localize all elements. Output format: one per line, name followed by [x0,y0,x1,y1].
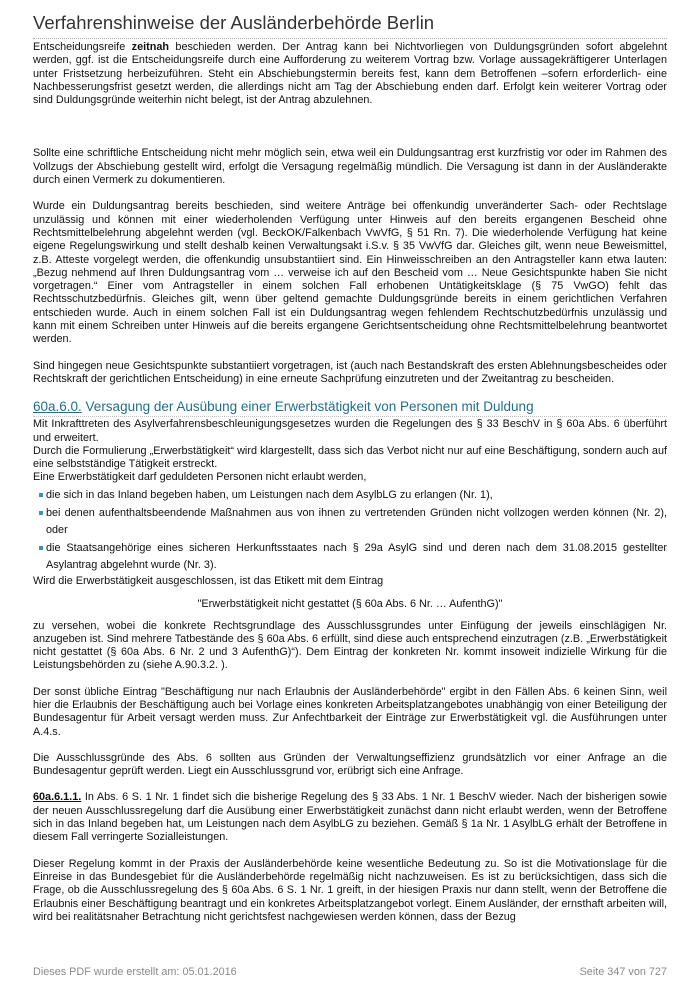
paragraph-decision [33,41,667,107]
quoted-entry: "Erwerbstätigkeit nicht gestattet (§ 60a Abs. 6 Nr. … AufenthG)" [197,597,503,610]
bullet-list [33,487,667,574]
list-item-text: bei denen aufenthaltsbeendende Maßnahmen aus von ihnen zu vertretenden Gründen nicht vollzogen werden können (Nr. 2), oder [46,507,667,536]
section-intro-3: Eine Erwerbstätigkeit darf geduldeten Personen nicht erlaubt werden, [33,471,367,484]
paragraph-number-link[interactable]: 60a.6.1.1. [33,791,82,804]
page-number: Seite 347 von 727 [579,966,667,978]
section-heading [33,399,667,417]
paragraph-exclusion-grounds: Die Ausschlussgründe des Abs. 6 sollten aus Gründen der Verwaltungseffizienz grundsätzlich vor einer Anfrage an die Bundesagentur geprüft werden. Liegt ein Ausschlussgrund vor, erübrigt sich eine Anfrage. [33,751,667,778]
document-body [33,41,667,924]
text-run: beschieden werden. Der Antrag kann bei Nichtvorliegen von Duldungsgründen sofort abgelehnt werden, ggf. ist die Entscheidungsreife durch eine Aufforderung zu weiterem Vortrag bzw. Vorlage aussagekräftigerer Unterlagen unter Fristsetzung herbeizuführen. Steht ein Abschiebungstermin bereits fest, kann dem Betroffenen –sofern erforderlich- eine Nachbesserungsfrist gesetzt werden, die allerdings nicht am Tag der Abschiebung enden darf. Erfolgt kein weiterer Vortrag oder sind Duldungsgründe weiterhin nicht belegt, ist der Antrag abzulehnen. [33,41,667,107]
paragraph-oral-refusal: Sollte eine schriftliche Entscheidung nicht mehr möglich sein, etwa weil ein Duldungsantrag erst kurzfristig vor oder im Rahmen des Vollzugs der Abschiebung gestellt wird, erfolgt die Versagung regelmäßig mündlich. Die Versagung ist dann in der Ausländerakte durch einen Vermerk zu dokumentieren. [33,147,667,187]
list-item-text: die sich in das Inland begeben haben, um Leistungen nach dem AsylbLG zu erlangen (Nr. 1), [46,488,493,501]
section-intro-1: Mit Inkrafttreten des Asylverfahrensbeschleunigungsgesetzes wurden die Regelungen des § 33 BeschV in § 60a Abs. 6 überführt und erweitert. [33,418,667,444]
document-title: Verfahrenshinweise der Ausländerbehörde Berlin [33,12,435,33]
list-item-text: die Staatsangehörige eines sicheren Herkunftsstaates nach § 29a AsylG sind und deren nach dem 31.08.2015 gestellter Asylantrag abgelehnt wurde (Nr. 3). [46,542,667,571]
list-item [33,540,667,573]
bullet-square-icon [39,493,43,497]
page-header [33,12,667,39]
list-item [33,487,667,504]
paragraph-usual-entry: Der sonst übliche Eintrag "Beschäftigung nur nach Erlaubnis der Ausländerbehörde" ergibt in den Fällen Abs. 6 keinen Sinn, weil hier die Erlaubnis der Beschäftigung auch bei Vorlage eines konkreten Arbeitsplatzangebotes unabhängig von einer Beteiligung der Bundesagentur für Arbeit versagt werden muss. Zur Anfechtbarkeit der Einträge zur Erwerbstätigkeit vgl. die Ausführungen unter A.4.s. [33,685,667,738]
creation-date: Dieses PDF wurde erstellt am: 05.01.2016 [33,966,237,978]
paragraph-60a-6-1-1 [33,791,667,844]
text-run: In Abs. 6 S. 1 Nr. 1 findet sich die bisherige Regelung des § 33 Abs. 1 Nr. 1 BeschV wieder. Nach der bisherigen sowie der neuen Ausschlussregelung darf die Ausübung einer Erwerbstätigkeit zunächst dann nicht erlaubt werden, wenn der Betroffene sich in das Inland begeben hat, um Leistungen nach dem AsylbLG zu beziehen. Gemäß § 1a Nr. 1 AsylbLG erhält der Betroffene in diesem Fall verringerte Sozialleistungen. [33,791,667,844]
section-intro-2: Durch die Formulierung „Erwerbstätigkeit“ wird klargestellt, dass sich das Verbot nicht nur auf eine Beschäftigung, sondern auch auf eine selbstständige Tätigkeit erstreckt. [33,444,667,471]
bullet-square-icon [39,511,43,515]
paragraph-new-aspects: Sind hingegen neue Gesichtspunkte substantiiert vorgetragen, ist (auch nach Bestandskraft des ersten Ablehnungsbescheides oder Rechtskraft der gerichtlichen Entscheidung) in eine erneute Sachprüfung einzutreten und der Zweitantrag zu bescheiden. [33,359,667,385]
paragraph-repeat-applications: Wurde ein Duldungsantrag bereits beschieden, sind weitere Anträge bei offenkundig unveränderter Sach- oder Rechtslage unzulässig und können mit einer wiederholenden Verfügung unter Hinweis auf den bereits ergangenen Bescheid ohne Rechtsmittelbelehrung abgelehnt werden (vgl. BeckOK/Falkenbach VwVfG, § 51 Rn. 7). Die wiederholende Verfügung hat keine eigene Regelungswirkung und stellt deshalb keinen Verwaltungsakt i.S.v. § 35 VwVfG dar. Gleiches gilt, wenn neue Beweismittel, z.B. Atteste vorgelegt werden, die offenkundig unsubstantiiert sind. Ein Hinweisschreiben an den Antragsteller kann etwa lauten: „Bezug nehmend auf Ihren Duldungsantrag vom … verweise ich auf den Bescheid vom … Neue Gesichtspunkte haben Sie nicht vorgetragen.“ Einer vom Antragsteller in einem solchen Fall erhobenen Untätigkeitsklage (§ 75 VwGO) fehlt das Rechtsschutzbedürfnis. Gleiches gilt, wenn über geltend gemachte Duldungsgründe bereits in einem gerichtlichen Verfahren entschieden wurde. Auch in einem solchen Fall ist ein Duldungsantrag wegen fehlendem Rechtschutzbedürfnis unzulässig und kann mit einem Schreiben unter Hinweis auf die bereits ergangene Gerichtsentscheidung ohne Rechtsmittelbelehrung beantwortet werden. [33,200,667,346]
section-title: Versagung der Ausübung einer Erwerbstätigkeit von Personen mit Duldung [81,399,534,415]
list-item [33,505,667,538]
bold-text: zeitnah [131,41,170,53]
bullet-square-icon [39,546,43,550]
text-run: Entscheidungsreife [33,41,132,53]
paragraph-legal-basis: zu versehen, wobei die konkrete Rechtsgrundlage des Ausschlussgrundes unter Einfügung der jeweils einschlägigen Nr. anzugeben ist. Sind mehrere Tatbestände des § 60a Abs. 6 erfüllt, sind diese auch entsprechend einzutragen (z.B. „Erwerbstätigkeit nicht gestattet (§ 60a Abs. 6 Nr. 2 und 3 AufenthG)“). Dem Eintrag der konkreten Nr. kommt insoweit indizielle Wirkung für die Leistungsbehörden zu (siehe A.90.3.2. ). [33,619,667,672]
paragraph-label-entry: Wird die Erwerbstätigkeit ausgeschlossen, ist das Etikett mit dem Eintrag [33,575,384,588]
paragraph-practice: Dieser Regelung kommt in der Praxis der Ausländerbehörde keine wesentliche Bedeutung zu. So ist die Motivationslage für die Einreise in das Bundesgebiet für die Ausländerbehörde regelmäßig nicht nachzuweisen. Es ist zu berücksichtigen, dass sich die Frage, ob die Ausschlussregelung des § 60a Abs. 6 S. 1 Nr. 1 greift, in der hiesigen Praxis nur dann stellt, wenn der Betroffene die Erlaubnis einer Beschäftigung beantragt und ein konkretes Arbeitsplatzangebot vorlegt. Einem Ausländer, der ernsthaft arbeiten will, wird bei realitätsnaher Betrachtung nicht gerichtsfest nachgewiesen werden können, dass der Bezug [33,857,667,923]
section-number-link[interactable]: 60a.6.0. [33,399,82,415]
